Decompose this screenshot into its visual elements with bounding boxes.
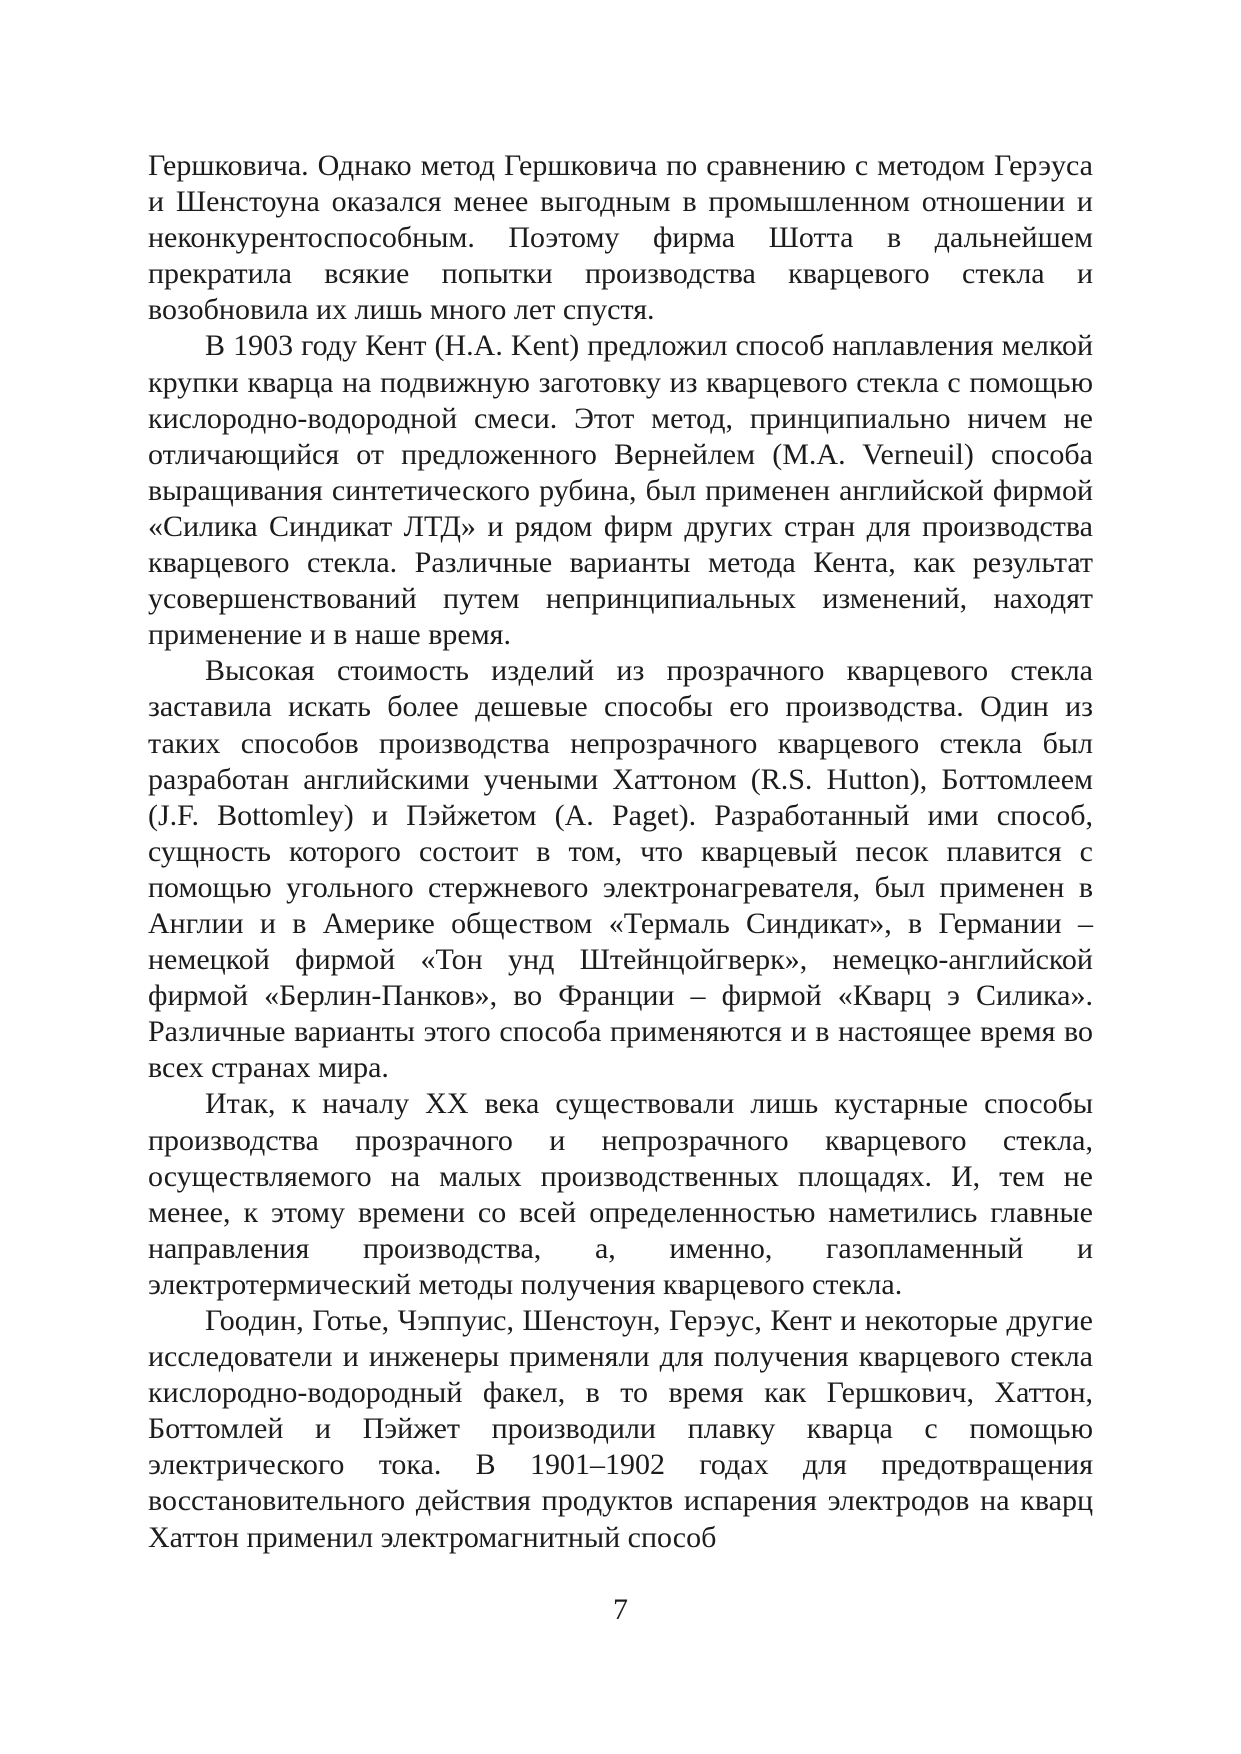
- paragraph-continuation: Гершковича. Однако метод Гершковича по сравнению с методом Герэуса и Шенстоуна оказался менее выгодным в промышленном отношении и неконкурентоспособным. Поэтому фирма Шотта в дальнейшем прекратила всякие попытки производства кварцевого стекла и возобновила их лишь много лет спустя.: [148, 149, 1093, 327]
- body-text: [148, 148, 1093, 1556]
- page-number: 7: [613, 1593, 628, 1626]
- paragraph-opaque-glass: Высокая стоимость изделий из прозрачного кварцевого стекла заставила искать более дешевые способы его производства. Один из таких способов производства непрозрачного кварцевого стекла был разработан английскими учеными Хаттоном (R.S. Hutton), Боттомлеем (J.F. Bottomley) и Пэйжетом (A. Paget). Разработанный ими способ, сущность которого состоит в том, что кварцевый песок плавится с помощью угольного стержневого электронагревателя, был применен в Англии и в Америке обществом «Термаль Синдикат», в Германии – немецкой фирмой «Тон унд Штейнцойгверк», немецко-английской фирмой «Берлин-Панков», во Франции – фирмой «Кварц э Силика». Различные варианты этого способа применяются и в настоящее время во всех странах мира.: [148, 654, 1093, 1085]
- paragraph-researchers: Гоодин, Готье, Чэппуис, Шенстоун, Герэус, Кент и некоторые другие исследователи и инженеры применяли для получения кварцевого стекла кислородно-водородный факел, в то время как Гершкович, Хаттон, Боттомлей и Пэйжет производили плавку кварца с помощью электрического тока. В 1901–1902 годах для предотвращения восстановительного действия продуктов испарения электродов на кварц Хаттон применил электромагнитный способ: [148, 1304, 1093, 1554]
- paragraph-20th-century: Итак, к началу XX века существовали лишь кустарные способы производства прозрачного и непрозрачного кварцевого стекла, осуществляемого на малых производственных площадях. И, тем не менее, к этому времени со всей определенностью наметились главные направления производства, а, именно, газопламенный и электротермический методы получения кварцевого стекла.: [148, 1087, 1093, 1301]
- paragraph-kent-method: В 1903 году Кент (H.A. Kent) предложил способ наплавления мелкой крупки кварца на подвижную заготовку из кварцевого стекла с помощью кислородно-водородной смеси. Этот метод, принципиально ничем не отличающийся от предложенного Вернейлем (M.A. Verneuil) способа выращивания синтетического рубина, был применен английской фирмой «Силика Синдикат ЛТД» и рядом фирм других стран для производства кварцевого стекла. Различные варианты метода Кента, как результат усовершенствований путем непринципиальных изменений, находят применение и в наше время.: [148, 329, 1093, 652]
